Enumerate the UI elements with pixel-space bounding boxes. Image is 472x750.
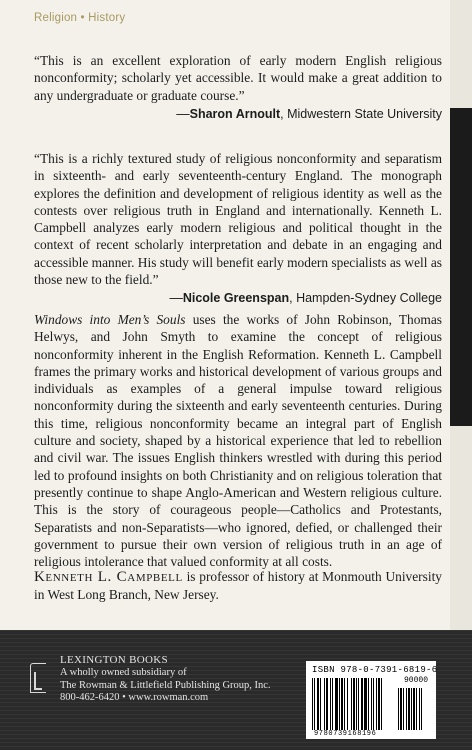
book-title: Windows into Men’s Souls xyxy=(34,312,186,327)
barcode-number: 9780739168196 xyxy=(314,730,377,738)
book-description xyxy=(34,311,442,570)
reviewer-affiliation: , Hampden-Sydney College xyxy=(289,291,442,306)
publisher-name: LEXINGTON BOOKS xyxy=(60,654,168,666)
reviewer-name: Nicole Greenspan xyxy=(182,291,290,306)
right-edge-dark-band xyxy=(450,108,472,426)
publisher-contact: 800-462-6420 • www.rowman.com xyxy=(60,692,209,704)
isbn-barcode xyxy=(306,661,436,739)
publisher-line-2: The Rowman & Littlefield Publishing Group, Inc. xyxy=(60,679,271,691)
publisher-line-1: A wholly owned subsidiary of xyxy=(60,666,187,678)
author-bio-text: is professor of history at Monmouth University in West Long Branch, New Jersey. xyxy=(34,569,442,603)
barcode-bars xyxy=(312,678,430,730)
author-bio xyxy=(34,568,442,604)
author-name: Kenneth L. Campbell xyxy=(34,569,183,585)
publisher-info xyxy=(60,654,280,705)
quote-text: “This is a richly textured study of religious nonconformity and separatism in sixteenth- and early seventeenth-century England. The monograph explores the definition and development of religious identity as well as the contests over religious truth in England and internationally. Kenneth L. Campbell analyzes early modern religious and political thought in the context of recent scholarly interpretation and debate in an engaging and accessible manner. His study will benefit early modern specialists as well as those new to the field.” xyxy=(34,151,442,288)
reviewer-name: Sharon Arnoult xyxy=(189,106,281,121)
barcode-main xyxy=(312,678,394,730)
description-text: uses the works of John Robinson, Thomas Helwys, and John Smyth to examine the concept of religious nonconformity inherent in the English Reformation. Kenneth L. Campbell frames the primary works and historical development of various groups and individuals as examples of a general impulse toward religious nonconformity during the sixteenth and early seventeenth centuries. During this time, religious nonconformity became an integral part of English culture and society, shaped by a historical experience that led to rebellion and civil war. The issues English thinkers wrestled with during this period led to profound insights on both Christianity and on religious toleration that presently continue to shape Anglo-American and Western religious culture. This is the story of courageous people—Catholics and Protestants, Separatists and non-Separatists—who ignored, defied, or challenged their government to pursue their own version of religious truth in an age of religious intolerance that valued conformity at all costs. xyxy=(34,312,442,570)
barcode-addon xyxy=(398,676,428,730)
reviewer-affiliation: , Midwestern State University xyxy=(280,106,442,121)
barcode-stripe xyxy=(422,688,424,730)
quote-text: “This is an excellent exploration of early modern English religious nonconformity; scholarly yet accessible. It would make a great addition to any undergraduate or graduate course.” xyxy=(34,53,442,103)
quote-attribution: —Sharon Arnoult, Midwestern State University xyxy=(176,105,442,121)
right-edge-strip xyxy=(450,0,472,630)
isbn-text: ISBN 978-0-7391-6819-6 xyxy=(312,665,438,675)
lexington-logo-icon xyxy=(30,663,46,693)
review-quote-2 xyxy=(34,150,442,308)
quote-attribution: —Nicole Greenspan, Hampden-Sydney College xyxy=(169,290,442,306)
category-label: Religion • History xyxy=(34,12,126,24)
barcode-stripe xyxy=(381,678,382,730)
review-quote-1 xyxy=(34,52,442,123)
price-code: 90000 xyxy=(403,676,428,686)
